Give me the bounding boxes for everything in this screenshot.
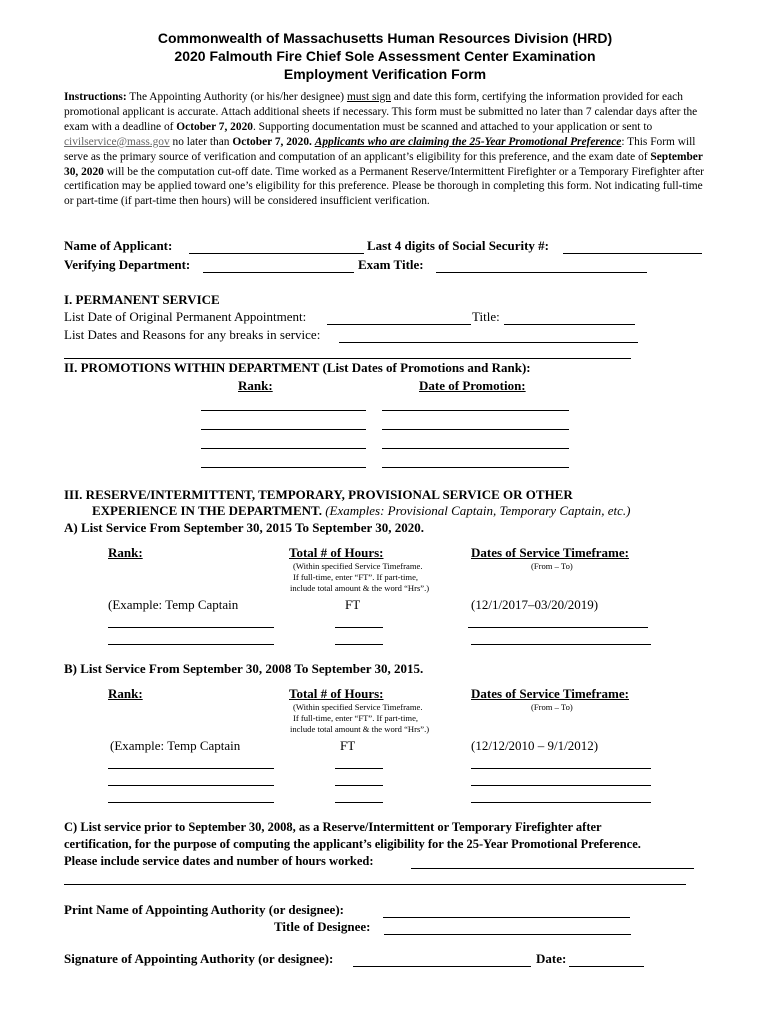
instructions-text: no later than [169,135,233,148]
verifying-department-field[interactable] [203,272,354,273]
rank-column-header: Rank: [238,378,273,393]
part-b-rank-field[interactable] [108,785,274,786]
print-name-field[interactable] [383,917,630,918]
part-b-hours-field[interactable] [335,785,383,786]
original-appointment-label: List Date of Original Permanent Appointment: [64,309,307,324]
title-field[interactable] [504,324,635,325]
part-b-rank-header: Rank: [108,686,143,701]
verifying-department-label: Verifying Department: [64,257,191,272]
instructions [64,90,714,209]
instructions-label: Instructions: [64,91,127,103]
part-a-dates-note: (From – To) [531,561,573,571]
exam-title-label: Exam Title: [358,257,424,272]
part-b-hours-field[interactable] [335,768,383,769]
exam-date: September 30, 2020 [64,150,703,178]
must-sign-text: must sign [346,91,391,103]
breaks-in-service-label: List Dates and Reasons for any breaks in service: [64,327,321,342]
title-of-designee-label: Title of Designee: [274,919,371,934]
part-b-hours-field[interactable] [335,802,383,803]
part-a-rank-header: Rank: [108,545,143,560]
ssn-field[interactable] [563,253,702,254]
header-line-3: Employment Verification Form [283,66,487,82]
instructions-text: and date this form, certifying the information provided for each promotional applicant is accurate. Attach additional sheets if necessary. This form must be submitted no later than 7 calendar days after the exam with a deadline of [64,91,698,133]
ssn-label: Last 4 digits of Social Security #: [367,238,549,253]
part-c-line-3: Please include service dates and number of hours worked: [64,854,374,868]
signature-field[interactable] [353,966,531,967]
promotion-rank-field[interactable] [201,448,366,449]
section-3-heading-2 [92,503,630,519]
title-label: Title: [472,309,500,324]
promotion-date-field[interactable] [382,448,569,449]
part-a-example-rank: (Example: Temp Captain [108,597,239,612]
part-c-line-1: C) List service prior to September 30, 2008, as a Reserve/Intermittent or Temporary Firefighter after [64,820,602,834]
signature-label: Signature of Appointing Authority (or designee): [64,951,334,966]
section-3-examples: (Examples: Provisional Captain, Temporary Captain, etc.) [321,503,631,518]
part-a-heading: A) List Service From September 30, 2015 To September 30, 2020. [64,520,424,535]
part-c-service-field-line-2[interactable] [64,884,686,885]
promotion-rank-field[interactable] [201,467,366,468]
header-line-1: Commonwealth of Massachusetts Human Resources Division (HRD) [157,30,613,46]
section-2-heading: II. PROMOTIONS WITHIN DEPARTMENT (List Dates of Promotions and Rank): [64,360,531,375]
promotion-date-field[interactable] [382,467,569,468]
header-line-2: 2020 Falmouth Fire Chief Sole Assessment Center Examination [174,48,596,64]
part-c-line-2: certification, for the purpose of computing the applicant’s eligibility for the 25-Year Promotional Preference. [64,837,641,851]
part-a-rank-field[interactable] [108,627,274,628]
part-b-dates-header: Dates of Service Timeframe: [471,686,629,701]
section-3-heading: III. RESERVE/INTERMITTENT, TEMPORARY, PROVISIONAL SERVICE OR OTHER [64,487,573,502]
part-a-example-hours: FT [345,597,361,612]
print-name-label: Print Name of Appointing Authority (or designee): [64,902,344,917]
promotion-date-field[interactable] [382,429,569,430]
section-3-heading-2-bold: EXPERIENCE IN THE DEPARTMENT. [92,503,322,518]
deadline-date: October 7, 2020. [232,135,312,148]
part-a-dates-header: Dates of Service Timeframe: [471,545,629,560]
part-a-dates-field[interactable] [468,627,648,628]
part-b-dates-field[interactable] [471,785,651,786]
part-b-dates-field[interactable] [471,768,651,769]
part-b-example-rank: (Example: Temp Captain [110,738,241,753]
part-a-hours-note-3: include total amount & the word “Hrs”.) [290,583,430,593]
part-a-hours-field[interactable] [335,627,383,628]
part-c-service-field[interactable] [411,868,694,869]
part-a-hours-field[interactable] [335,644,383,645]
part-b-example-dates: (12/12/2010 – 9/1/2012) [471,738,599,753]
section-1-heading: I. PERMANENT SERVICE [64,292,220,307]
applicant-name-field[interactable] [189,253,364,254]
instructions-text: The Appointing Authority (or his/her designee) [126,91,347,103]
part-b-hours-note-2: If full-time, enter “FT”. If part-time, [293,713,419,723]
part-a-rank-field[interactable] [108,644,274,645]
part-a-hours-note-1: (Within specified Service Timeframe. [293,561,423,571]
part-b-rank-field[interactable] [108,802,274,803]
part-b-hours-header: Total # of Hours: [289,686,384,701]
deadline-date: October 7, 2020 [176,120,253,133]
promotion-rank-field[interactable] [201,410,366,411]
part-b-hours-note-1: (Within specified Service Timeframe. [293,702,423,712]
email-link[interactable]: civilservice@mass.gov [64,135,170,148]
date-of-promotion-column-header: Date of Promotion: [419,378,526,393]
original-appointment-field[interactable] [327,324,471,325]
part-b-rank-field[interactable] [108,768,274,769]
breaks-in-service-field[interactable] [339,342,638,343]
title-of-designee-field[interactable] [384,934,631,935]
part-b-dates-note: (From – To) [531,702,573,712]
breaks-in-service-field-line-2[interactable] [64,358,631,359]
applicant-name-label: Name of Applicant: [64,238,173,253]
exam-title-field[interactable] [436,272,647,273]
part-b-hours-note-3: include total amount & the word “Hrs”.) [290,724,430,734]
part-a-hours-header: Total # of Hours: [289,545,384,560]
instructions-text: . Supporting documentation must be scanned and attached to your application or sent to [252,120,653,133]
part-a-dates-field[interactable] [471,644,651,645]
part-a-hours-note-2: If full-time, enter “FT”. If part-time, [293,572,419,582]
part-a-example-dates: (12/1/2017–03/20/2019) [471,597,599,612]
promotion-date-field[interactable] [382,410,569,411]
preference-claim-text: Applicants who are claiming the 25-Year Promotional Preference [314,135,622,148]
instructions-text: : This Form will serve as the primary source of verification and computation of an applicant’s eligibility for this preference, and the exam date of [64,135,696,163]
part-b-heading: B) List Service From September 30, 2008 To September 30, 2015. [64,661,424,676]
part-b-example-hours: FT [340,738,356,753]
promotion-rank-field[interactable] [201,429,366,430]
part-b-dates-field[interactable] [471,802,651,803]
date-label: Date: [536,951,567,966]
instructions-text: will be the computation cut-off date. Time worked as a Permanent Reserve/Intermittent Firefighter or a Temporary Firefighter after certification may be applied toward one’s eligibility for this preference. Please be thorough in completing this form. Not indicating full-time or part-time (if part-time then hours) will be considered insufficient verification. [64,165,704,208]
date-field[interactable] [569,966,644,967]
